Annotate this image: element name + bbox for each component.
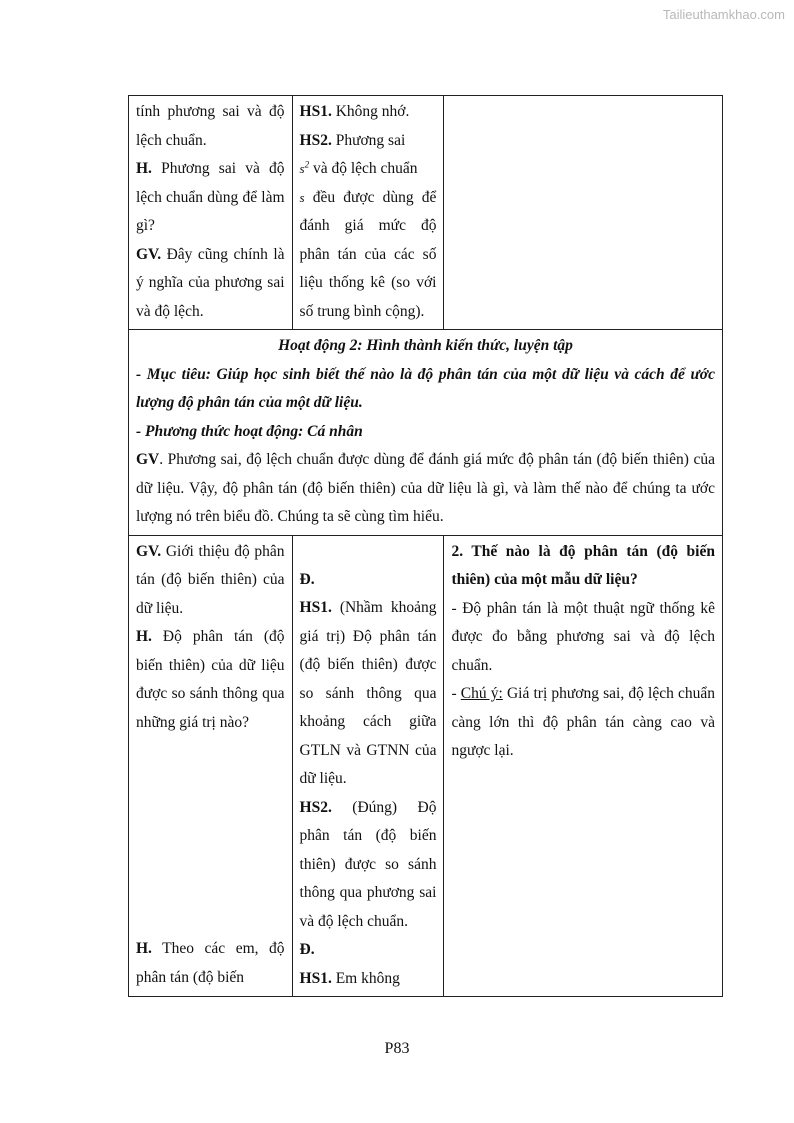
- table-row: [129, 330, 723, 536]
- section-heading: 2. Thế nào là độ phân tán (độ biến thiên) của một mẫu dữ liệu?: [451, 542, 715, 588]
- answer-marker: Đ.: [299, 570, 315, 588]
- student-answer: HS1. (Nhầm khoảng giá trị) Độ phân tán (độ biến thiên) được so sánh thông qua khoảng cách giữa GTLN và GTNN của dữ liệu.: [299, 599, 437, 787]
- question-paragraph: H. Phương sai và độ lệch chuẩn dùng để làm gì?: [136, 160, 285, 234]
- activity-objective: - Mục tiêu: Giúp học sinh biết thế nào là độ phân tán của một dữ liệu và cách để ước lượng độ phân tán của một dữ liệu.: [136, 365, 715, 411]
- student-answer: HS1. Không nhớ.: [299, 103, 410, 120]
- teacher-column-cell: [129, 96, 293, 330]
- symbol-s: s: [299, 189, 305, 205]
- answer-marker: Đ.: [299, 941, 315, 958]
- note-label: Chú ý:: [460, 685, 503, 702]
- student-column-cell: [292, 96, 444, 330]
- table-row: [129, 535, 723, 997]
- activity-header-cell: [129, 330, 723, 536]
- question-paragraph: H. Độ phân tán (độ biến thiên) của dữ liệu được so sánh thông qua những giá trị nào?: [136, 628, 285, 731]
- lesson-table: [128, 95, 723, 997]
- activity-intro: GV. Phương sai, độ lệch chuẩn được dùng để đánh giá mức độ phân tán (độ biến thiên) của dữ liệu. Vậy, độ phân tán (độ biến thiên) của dữ liệu là gì, và làm thế nào để chúng ta ước lượng nó trên biểu đồ. Chúng ta sẽ cùng tìm hiểu.: [136, 451, 715, 525]
- activity-method: - Phương thức hoạt động: Cá nhân: [136, 422, 363, 440]
- note-paragraph: - Chú ý: Giá trị phương sai, độ lệch chuẩn càng lớn thì độ phân tán càng cao và ngược lại.: [451, 685, 715, 759]
- table-row: [129, 96, 723, 330]
- content-column-cell: [444, 535, 723, 997]
- symbol-s-squared: $s^2$: [299, 159, 310, 176]
- teacher-paragraph: GV. Giới thiệu độ phân tán (độ biến thiên) của dữ liệu.: [136, 542, 285, 617]
- activity-title: Hoạt động 2: Hình thành kiến thức, luyện tập: [278, 337, 573, 354]
- watermark: Tailieuthamkhao.com: [662, 7, 785, 22]
- page-number: P83: [384, 1040, 410, 1057]
- teacher-column-cell: [129, 535, 293, 997]
- content-column-cell: [444, 96, 723, 330]
- question-paragraph: H. Theo các em, độ phân tán (độ biến: [136, 940, 285, 986]
- student-column-cell: [292, 535, 444, 997]
- student-answer: HS2. (Đúng) Độ phân tán (độ biến thiên) được so sánh thông qua phương sai và độ lệch chuẩn.: [299, 798, 437, 930]
- definition-paragraph: - Độ phân tán là một thuật ngữ thống kê được đo bằng phương sai và độ lệch chuẩn.: [451, 599, 715, 674]
- teacher-paragraph: GV. Đây cũng chính là ý nghĩa của phương sai và độ lệch.: [136, 245, 285, 320]
- student-answer: HS2. Phương sai $s^2$ và độ lệch chuẩn s đều được dùng để đánh giá mức độ phân tán của các số liệu thống kê (so với số trung bình cộng).: [299, 131, 437, 320]
- student-answer: HS1. Em không: [299, 969, 400, 987]
- text-line: tính phương sai và độ lệch chuẩn.: [136, 103, 285, 149]
